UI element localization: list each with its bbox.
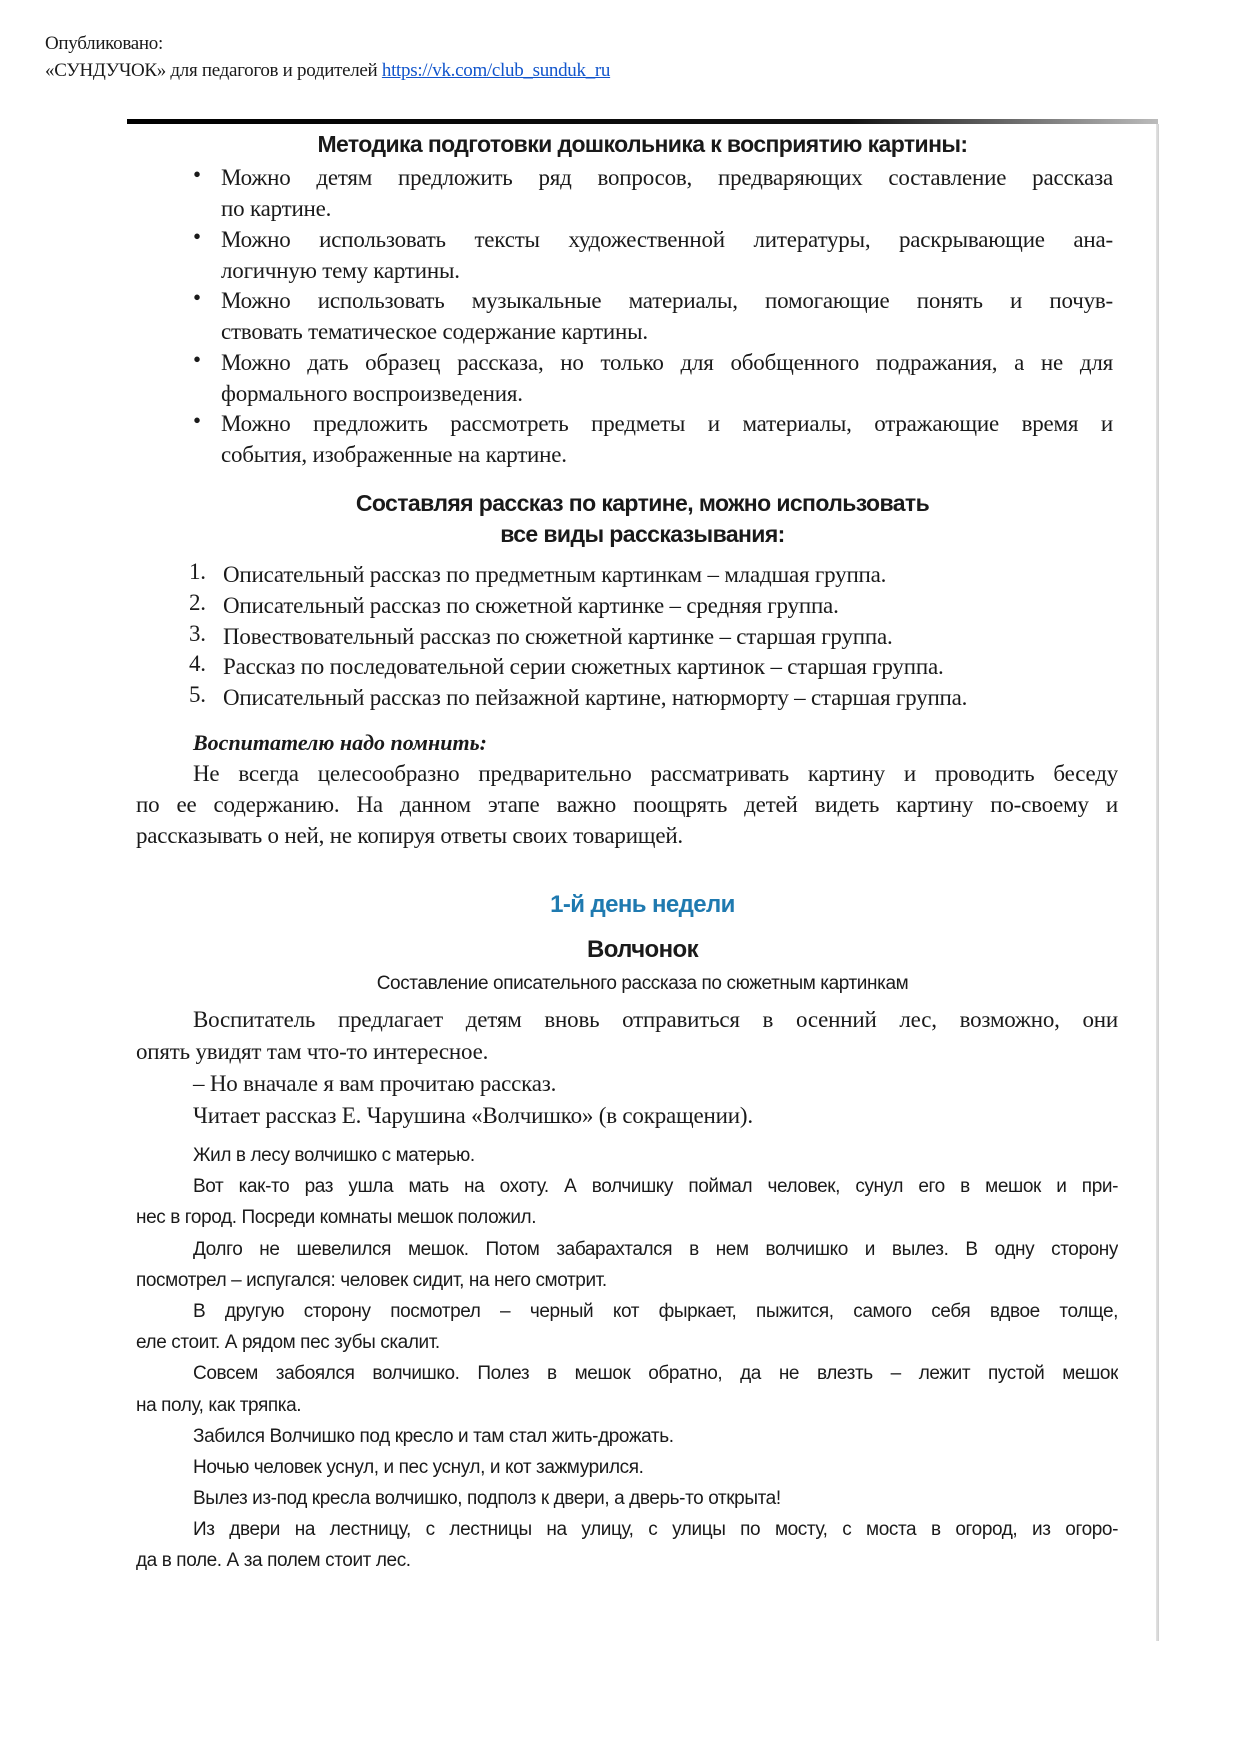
list-item	[189, 651, 1109, 682]
bullet-text	[221, 224, 1113, 286]
section2-title-line1: Составляя рассказ по картине, можно использовать	[355, 490, 930, 516]
list-text: Повествовательный рассказ по сюжетной картинке – старшая группа.	[223, 623, 893, 649]
paragraph	[136, 1068, 1118, 1100]
text-line: да в поле. А за полем стоит лес.	[136, 1550, 411, 1572]
paragraph	[136, 1421, 1118, 1452]
section2-title-line2: все виды рассказывания:	[500, 521, 785, 547]
bullet-line: Можно дать образец рассказа, но только для обобщенного подражания, а не для	[221, 349, 1113, 375]
bullet-item	[193, 285, 1113, 347]
text-line: Жил в лесу волчишко с матерью.	[193, 1145, 475, 1166]
bullet-icon: •	[193, 162, 201, 187]
bullet-icon: •	[193, 223, 201, 249]
text-line: по ее содержанию. На данном этапе важно поощрять детей видеть картину по-своему и	[136, 792, 1118, 817]
text-line: – Но вначале я вам прочитаю рассказ.	[193, 1071, 557, 1096]
bullet-line: события, изображенные на картине.	[221, 442, 567, 468]
list-item	[189, 682, 1109, 713]
text-line: В другую сторону посмотрел – черный кот фыркает, пыжится, самого себя вдвое толще,	[193, 1300, 1118, 1322]
publication-header	[45, 30, 610, 84]
page-edge	[1156, 124, 1159, 1641]
published-label: Опубликовано:	[45, 33, 163, 54]
bullet-icon: •	[193, 346, 201, 372]
text-line: Из двери на лестницу, с лестницы на улицу, с улицы по мосту, с моста в огород, из огоро-	[193, 1519, 1118, 1541]
text-line: Долго не шевелился мешок. Потом забарахтался в нем волчишко и вылез. В одну сторону	[193, 1238, 1118, 1260]
text-line: посмотрел – испугался: человек сидит, на него смотрит.	[136, 1269, 607, 1291]
paragraph	[136, 1234, 1118, 1296]
note-paragraph	[136, 758, 1118, 851]
text-line: Вылез из-под кресла волчишко, подполз к двери, а дверь-то открыта!	[193, 1488, 781, 1510]
text-line: рассказывать о ней, не копируя ответы своих товарищей.	[136, 823, 683, 848]
bullet-line: формального воспроизведения.	[221, 380, 523, 406]
bullet-item	[193, 347, 1113, 409]
paragraph	[136, 1483, 1118, 1514]
list-item	[189, 590, 1109, 621]
bullet-line: Можно предложить рассмотреть предметы и материалы, отражающие время и	[221, 411, 1113, 437]
list-text: Описательный рассказ по предметным картинкам – младшая группа.	[223, 562, 887, 587]
bullet-text	[221, 408, 1113, 470]
paragraph	[136, 1452, 1118, 1483]
bullet-item	[193, 224, 1113, 286]
paragraph	[136, 758, 1118, 851]
text-line: Не всегда целесообразно предварительно рассматривать картину и проводить беседу	[193, 761, 1118, 786]
list-number: 2.	[189, 589, 206, 615]
bullet-line: логичную тему картины.	[221, 257, 460, 283]
day-heading: 1-й день недели	[550, 891, 735, 918]
text-line: опять увидят там что-то интересное.	[136, 1039, 489, 1064]
source-name: «СУНДУЧОК» для педагогов и родителей	[45, 60, 378, 81]
text-line: на полу, как тряпка.	[136, 1394, 302, 1416]
bullet-text	[221, 285, 1113, 347]
paragraph	[136, 1140, 1118, 1171]
text-line: Ночью человек уснул, и пес уснул, и кот зажмурился.	[193, 1456, 644, 1478]
list-text: Рассказ по последовательной серии сюжетных картинок – старшая группа.	[223, 654, 944, 680]
top-rule	[127, 119, 1158, 124]
text-line: Воспитатель предлагает детям вновь отправиться в осенний лес, возможно, они	[193, 1007, 1118, 1032]
bullet-text	[221, 162, 1113, 224]
paragraph	[136, 1100, 1118, 1132]
list-number: 1.	[189, 559, 206, 584]
intro-text	[136, 1004, 1118, 1132]
list-item	[189, 559, 1109, 590]
paragraph	[136, 1296, 1118, 1358]
list-text: Описательный рассказ по сюжетной картинке – средняя группа.	[223, 592, 839, 618]
lesson-subtitle: Составление описательного рассказа по сюжетным картинкам	[376, 973, 909, 994]
list-item	[189, 621, 1109, 652]
note-title: Воспитателю надо помнить:	[193, 730, 487, 755]
text-line: еле стоит. А рядом пес зубы скалит.	[136, 1332, 440, 1354]
bullet-icon: •	[193, 285, 201, 311]
bullet-line: по картине.	[221, 196, 332, 221]
bullet-item	[193, 162, 1113, 224]
paragraph	[136, 1358, 1118, 1420]
lesson-title: Волчонок	[586, 936, 698, 963]
list-number: 5.	[189, 682, 206, 708]
bullet-line: Можно использовать музыкальные материалы, помогающие понять и почув-	[221, 288, 1113, 314]
bullet-text	[221, 347, 1113, 409]
section1-title: Методика подготовки дошкольника к восприятию картины:	[317, 131, 968, 157]
list-number: 4.	[189, 651, 206, 677]
text-line: Совсем забоялся волчишко. Полез в мешок обратно, да не влезть – лежит пустой мешок	[193, 1363, 1118, 1385]
text-line: нес в город. Посреди комнаты мешок положил.	[136, 1207, 537, 1229]
bullet-line: Можно детям предложить ряд вопросов, предваряющих составление рассказа	[221, 165, 1113, 190]
paragraph	[136, 1514, 1118, 1576]
text-line: Читает рассказ Е. Чарушина «Волчишко» (в сокращении).	[193, 1103, 753, 1128]
story-text	[136, 1140, 1118, 1577]
bullet-icon: •	[193, 408, 201, 434]
bullet-item	[193, 408, 1113, 470]
text-line: Забился Волчишко под кресло и там стал жить-дрожать.	[193, 1425, 674, 1447]
published-source	[45, 57, 610, 84]
bullet-line: ствовать тематическое содержание картины.	[221, 319, 648, 345]
text-line: Вот как-то раз ушла мать на охоту. А волчишку поймал человек, сунул его в мешок и при-	[193, 1176, 1118, 1198]
paragraph	[136, 1171, 1118, 1233]
list-number: 3.	[189, 620, 206, 646]
paragraph	[136, 1004, 1118, 1068]
source-link[interactable]: https://vk.com/club_sunduk_ru	[381, 60, 611, 81]
list-text: Описательный рассказ по пейзажной картине, натюрморту – старшая группа.	[223, 685, 968, 711]
bullet-line: Можно использовать тексты художественной литературы, раскрывающие ана-	[221, 226, 1113, 252]
